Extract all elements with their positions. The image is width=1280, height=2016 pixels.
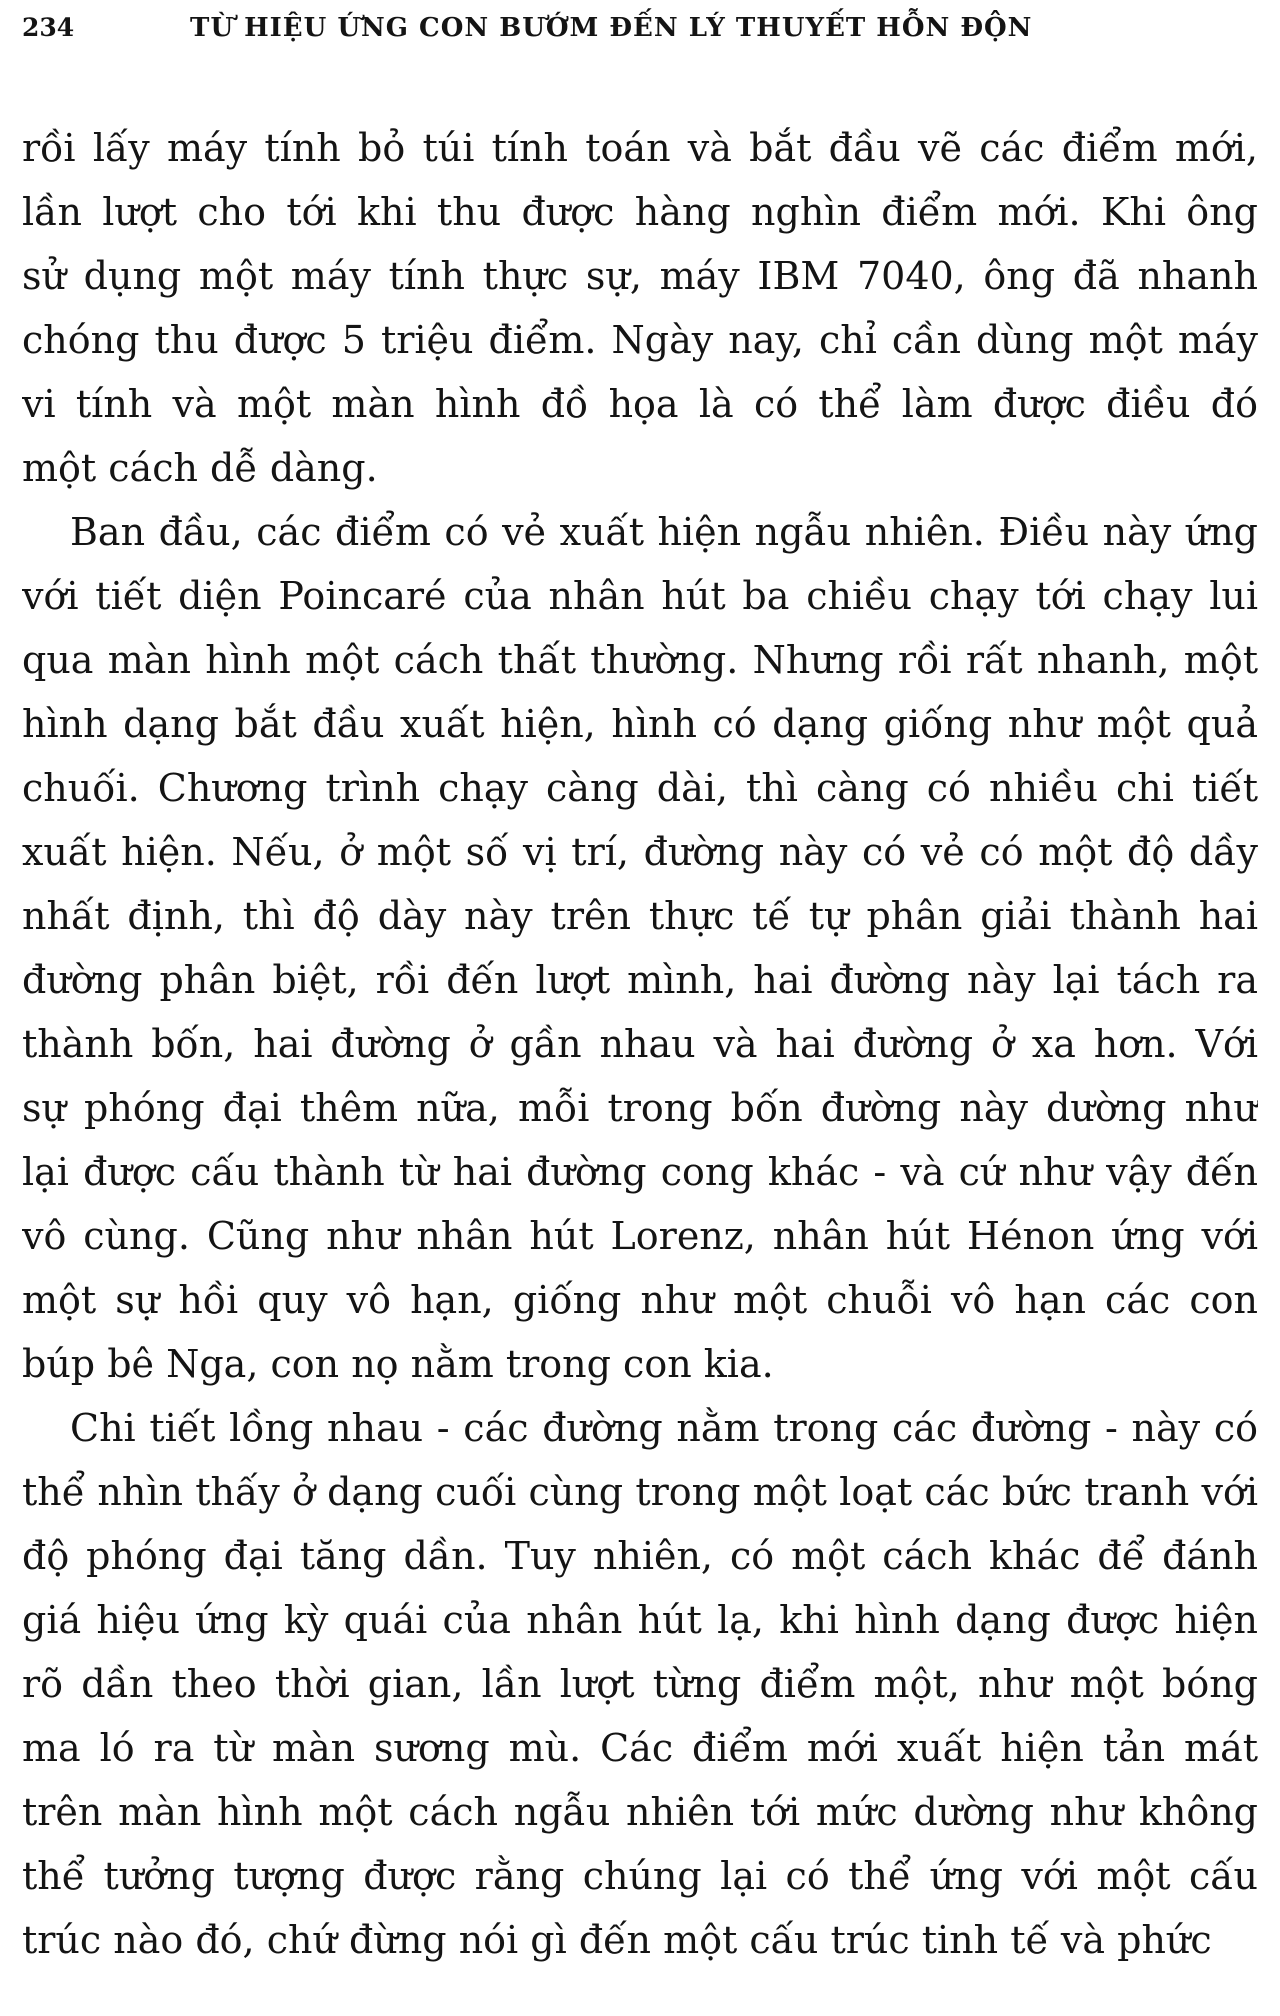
text-line: rõ dần theo thời gian, lần lượt từng điểm một, như một bóng [22, 1662, 1258, 1706]
text-line: một cách dễ dàng. [22, 446, 378, 490]
text-line: đường phân biệt, rồi đến lượt mình, hai đường này lại tách ra [22, 958, 1258, 1002]
text-line: xuất hiện. Nếu, ở một số vị trí, đường này có vẻ có một độ dầy [22, 830, 1258, 874]
text-line: thể nhìn thấy ở dạng cuối cùng trong một loạt các bức tranh với [22, 1470, 1258, 1514]
text-line: lần lượt cho tới khi thu được hàng nghìn điểm mới. Khi ông [22, 190, 1258, 234]
running-head: TỪ HIỆU ỨNG CON BƯỚM ĐẾN LÝ THUYẾT HỖN ĐỘN [190, 13, 1033, 43]
text-line: lại được cấu thành từ hai đường cong khác - và cứ như vậy đến [22, 1150, 1258, 1194]
page-header [22, 6, 1262, 50]
text-line: Chi tiết lồng nhau - các đường nằm trong các đường - này có [70, 1406, 1258, 1450]
text-line: vi tính và một màn hình đồ họa là có thể làm được điều đó [22, 382, 1258, 426]
text-line: rồi lấy máy tính bỏ túi tính toán và bắt đầu vẽ các điểm mới, [22, 126, 1258, 170]
text-line: sử dụng một máy tính thực sự, máy IBM 7040, ông đã nhanh [22, 254, 1258, 298]
text-line: ma ló ra từ màn sương mù. Các điểm mới xuất hiện tản mát [22, 1726, 1258, 1770]
text-line: chóng thu được 5 triệu điểm. Ngày nay, chỉ cần dùng một máy [22, 318, 1258, 362]
text-line: qua màn hình một cách thất thường. Nhưng rồi rất nhanh, một [22, 638, 1258, 682]
text-line: trên màn hình một cách ngẫu nhiên tới mức dường như không [22, 1790, 1258, 1834]
text-line: thành bốn, hai đường ở gần nhau và hai đường ở xa hơn. Với [22, 1022, 1258, 1066]
text-line: với tiết diện Poincaré của nhân hút ba chiều chạy tới chạy lui [22, 574, 1258, 618]
text-line: hình dạng bắt đầu xuất hiện, hình có dạng giống như một quả [22, 702, 1258, 746]
text-line: độ phóng đại tăng dần. Tuy nhiên, có một cách khác để đánh [22, 1534, 1258, 1578]
text-line: búp bê Nga, con nọ nằm trong con kia. [22, 1342, 774, 1386]
text-line: thể tưởng tượng được rằng chúng lại có thể ứng với một cấu [22, 1854, 1258, 1898]
text-line: Ban đầu, các điểm có vẻ xuất hiện ngẫu nhiên. Điều này ứng [70, 510, 1258, 554]
paragraph [22, 1396, 1258, 1972]
text-line: chuối. Chương trình chạy càng dài, thì càng có nhiều chi tiết [22, 766, 1258, 810]
text-line: một sự hồi quy vô hạn, giống như một chuỗi vô hạn các con [22, 1278, 1258, 1322]
paragraph [22, 500, 1258, 1396]
body-text [22, 116, 1258, 1972]
text-line: giá hiệu ứng kỳ quái của nhân hút lạ, khi hình dạng được hiện [22, 1598, 1258, 1642]
paragraph [22, 116, 1258, 500]
text-line: nhất định, thì độ dày này trên thực tế tự phân giải thành hai [22, 894, 1258, 938]
page-number: 234 [22, 13, 75, 42]
text-line: trúc nào đó, chứ đừng nói gì đến một cấu trúc tinh tế và phức [22, 1918, 1212, 1962]
text-line: sự phóng đại thêm nữa, mỗi trong bốn đường này dường như [22, 1086, 1258, 1130]
text-line: vô cùng. Cũng như nhân hút Lorenz, nhân hút Hénon ứng với [22, 1214, 1258, 1258]
